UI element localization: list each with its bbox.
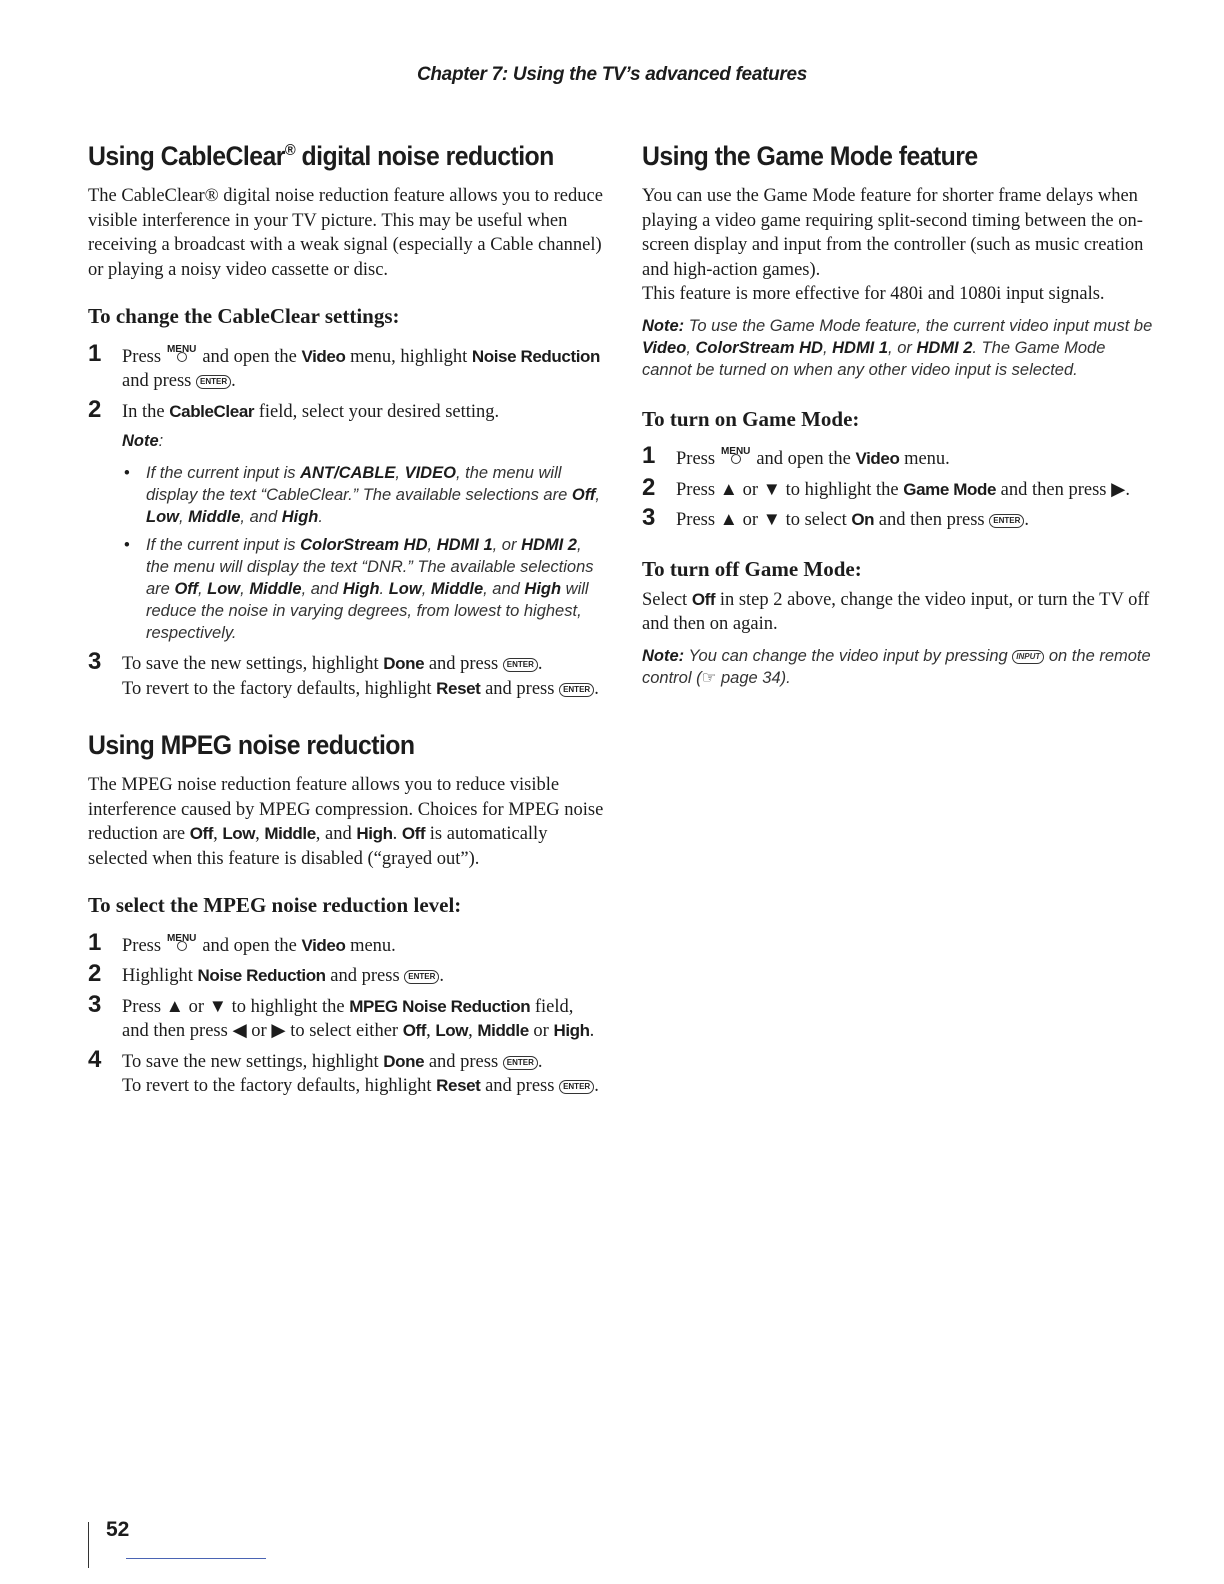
page-reference-icon: (☞ [696,668,717,687]
game-mode-title: Using the Game Mode feature [642,141,978,171]
menu-button-icon: MENU [166,344,198,364]
note-bullet-2: • If the current input is ColorStream HD, HDMI 1, or HDMI 2, the menu will display the text “DNR.” The available selections are Off, Low, Middle, and High. Low, Middle, and High will reduce the noise in varying degrees, from lowest to highest, respectively. [122,534,604,644]
game-mode-intro: You can use the Game Mode feature for shorter frame delays when playing a video game requiring split-second timing between the on-screen display and input from the controller (such as music creation and high-action games). [642,186,1144,280]
game-mode-intro-2: This feature is more effective for 480i and 1080i input signals. [642,284,1105,305]
mpeg-subheading: To select the MPEG noise reduction level: [88,893,462,918]
menu-button-icon: MENU [720,446,752,466]
enter-button-icon: ENTER [404,970,439,984]
cableclear-note: Note: [122,432,164,451]
cableclear-intro: The CableClear® digital noise reduction feature allows you to reduce visible interference in your TV picture. This may be useful when receiving a broadcast with a weak signal (especially a Cable channel) or playing a noisy video cassette or disc. [88,186,603,280]
footer-rule-vertical [88,1522,89,1568]
cableclear-step-2: 2 In the CableClear field, select your desired setting. [88,395,500,423]
cableclear-title: Using CableClear® digital noise reduction [88,141,554,171]
cableclear-step-3: 3 To save the new settings, highlight Done and press ENTER . To revert to the factory defaults, highlight Reset and press ENTER . [88,648,599,699]
cableclear-subheading: To change the CableClear settings: [88,304,400,329]
game-mode-off-heading: To turn off Game Mode: [642,556,862,581]
mpeg-step-3: 3 Press ▲ or ▼ to highlight the MPEG Noise Reduction field, and then press ◀ or ▶ to select either Off, Low, Middle or High. [88,990,595,1042]
note-bullet-1: • If the current input is ANT/CABLE, VIDEO, the menu will display the text “CableClear.” The available selections are Off, Low, Middle, and High. [122,462,604,528]
enter-button-icon: ENTER [559,1080,594,1094]
enter-button-icon: ENTER [989,514,1024,528]
game-mode-off-text: Select Off in step 2 above, change the video input, or turn the TV off and then on again. [642,589,1150,635]
cableclear-step-1: 1 Press MENU and open the Video menu, highlight Noise Reduction and press ENTER . [88,339,600,392]
cableclear-note-list [122,462,604,644]
game-mode-step-2: 2 Press ▲ or ▼ to highlight the Game Mode and then press ▶. [642,473,1130,501]
game-mode-note: Note: To use the Game Mode feature, the current video input must be Video, ColorStream HD, HDMI 1, or HDMI 2. The Game Mode cannot be turned on when any other video input is selected. [642,316,1153,379]
enter-button-icon: ENTER [503,658,538,672]
game-mode-step-1: 1 Press MENU and open the Video menu. [642,442,950,470]
chapter-header: Chapter 7: Using the TV’s advanced features [416,64,808,85]
mpeg-intro: The MPEG noise reduction feature allows you to reduce visible interference caused by MPEG compression. Choices for MPEG noise reduction are Off, Low, Middle, and High. Off is automatically selected when this feature is disabled (“grayed out”). [88,775,604,869]
mpeg-step-4: 4 To save the new settings, highlight Done and press ENTER . To revert to the factory defaults, highlight Reset and press ENTER . [88,1045,599,1097]
game-mode-step-3: 3 Press ▲ or ▼ to select On and then press ENTER . [642,504,1029,532]
input-note: Note: You can change the video input by pressing INPUT on the remote control (☞ page 34). [642,646,1151,687]
page-number: 52 [106,1518,130,1541]
menu-button-icon: MENU [166,933,198,953]
enter-button-icon: ENTER [559,683,594,697]
footer-rule-horizontal [126,1558,266,1559]
enter-button-icon: ENTER [196,375,231,389]
mpeg-title: Using MPEG noise reduction [88,730,415,761]
input-button-icon: INPUT [1012,650,1044,664]
right-column [642,140,1158,689]
game-mode-on-heading: To turn on Game Mode: [642,406,860,431]
mpeg-step-1: 1 Press MENU and open the Video menu. [88,928,396,956]
left-column [88,140,604,1105]
enter-button-icon: ENTER [503,1056,538,1070]
mpeg-step-2: 2 Highlight Noise Reduction and press ENTER . [88,960,445,988]
